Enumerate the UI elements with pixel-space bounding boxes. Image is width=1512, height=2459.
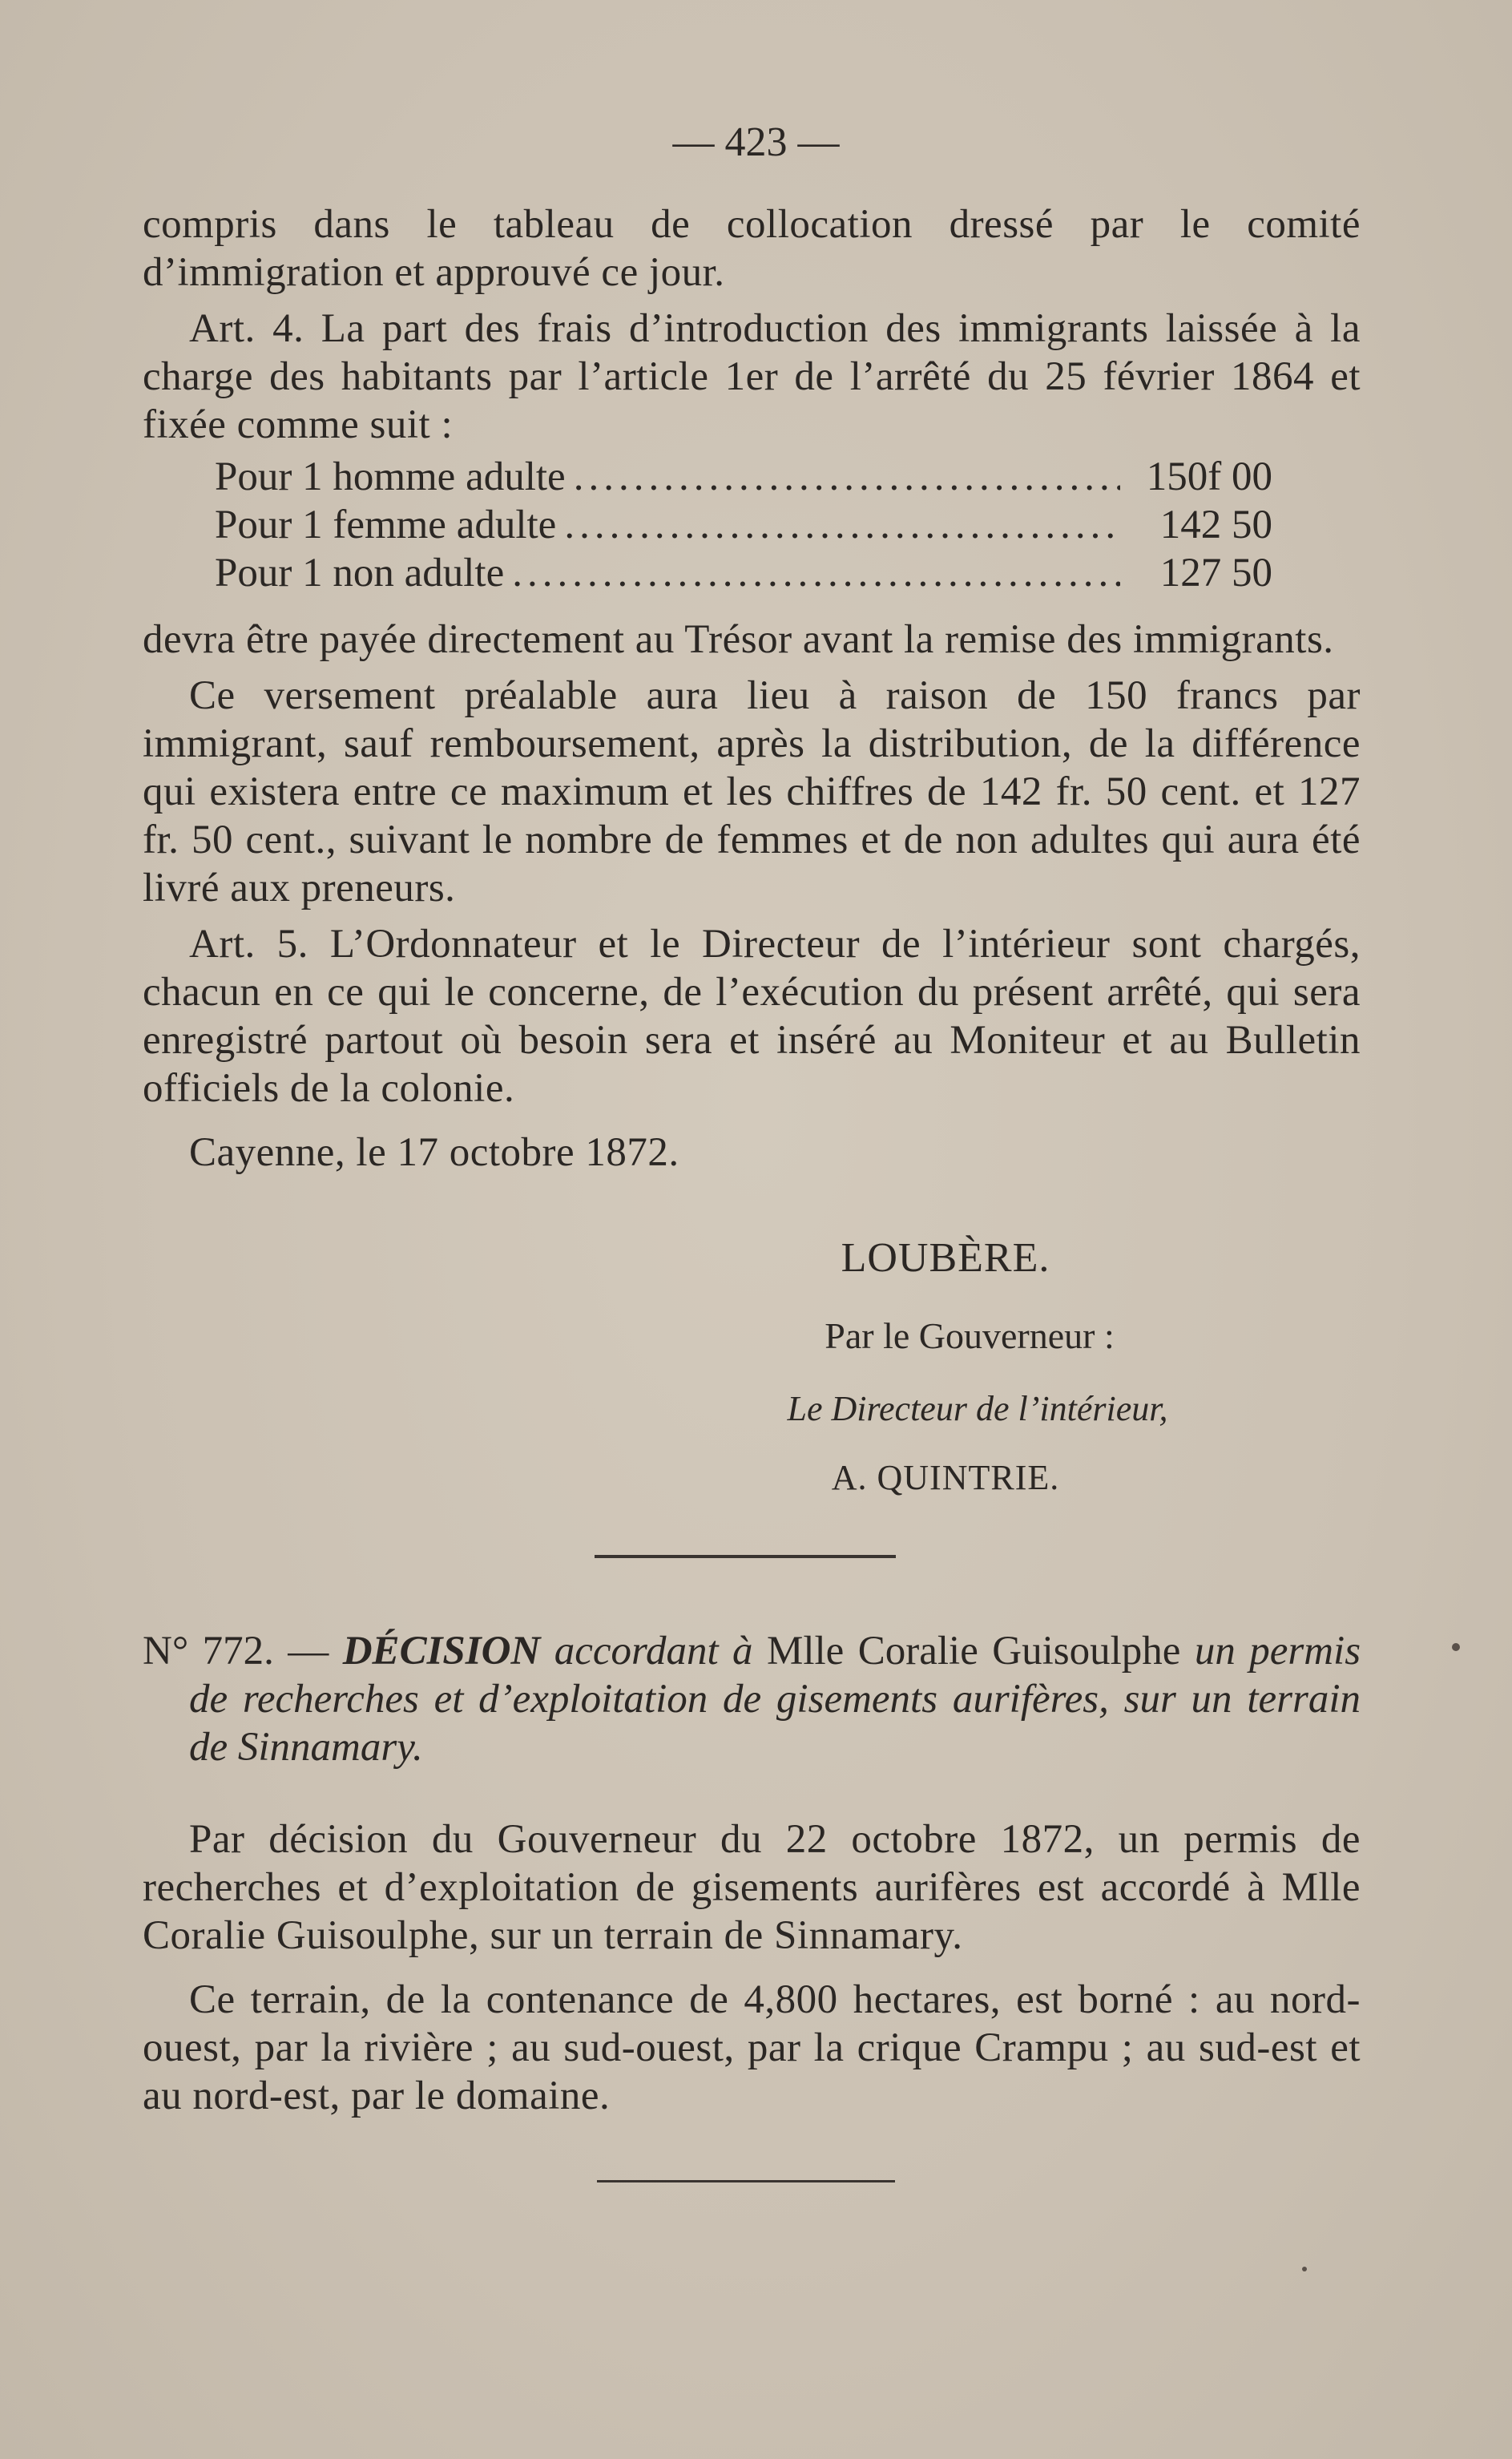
tariff-table bbox=[215, 453, 1272, 597]
tariff-label: Pour 1 femme adulte bbox=[215, 503, 557, 547]
decision-number: N° 772. — bbox=[143, 1629, 329, 1674]
tariff-label: Pour 1 non adulte bbox=[215, 551, 505, 596]
signatory-name: LOUBÈRE. bbox=[841, 1235, 1050, 1281]
decision-body bbox=[143, 1815, 1361, 2120]
recipient-title: Mlle bbox=[766, 1629, 845, 1674]
payment-paragraph: devra être payée directement au Trésor avant la remise des immigrants. bbox=[143, 617, 1334, 662]
tariff-value: 127 50 bbox=[1159, 551, 1272, 596]
arrete-continuation bbox=[143, 200, 1361, 449]
decision-heading bbox=[143, 1627, 1361, 1771]
dot-leader bbox=[574, 453, 1120, 501]
paper-speck bbox=[1452, 1643, 1460, 1651]
article-5-paragraph: Art. 5. L’Ordonnateur et le Directeur de l’intérieur sont chargés, chacun en ce qui le concerne, de l’exécution du présent arrêté, qui sera enregistré partout où besoin sera et inséré au Moniteur et au Bulletin officiels de la colonie. bbox=[143, 922, 1361, 1111]
decision-keyword: DÉCISION bbox=[342, 1629, 541, 1674]
by-governor-label: Par le Gouverneur : bbox=[825, 1315, 1115, 1356]
intro-paragraph: compris dans le tableau de collocation dressé par le comité d’immigration et approuvé ce jour. bbox=[143, 202, 1361, 295]
page-number: — 423 — bbox=[672, 119, 840, 165]
recipient-name: Coralie Guisoulphe bbox=[857, 1629, 1181, 1674]
dot-leader bbox=[564, 501, 1120, 549]
place-date: Cayenne, le 17 octobre 1872. bbox=[189, 1130, 679, 1175]
decision-lead: accordant à bbox=[554, 1629, 753, 1674]
tariff-row bbox=[215, 453, 1272, 501]
tariff-label: Pour 1 homme adulte bbox=[215, 454, 566, 499]
paper-speck bbox=[1302, 2267, 1307, 2271]
arrete-body bbox=[143, 616, 1361, 1177]
tariff-value: 142 50 bbox=[1159, 503, 1272, 547]
decision-paragraph: Par décision du Gouverneur du 22 octobre 1872, un permis de recherches et d’exploitation de gisements aurifères est accordé à Mlle Coralie Guisoulphe, sur un terrain de Sinnamary. bbox=[143, 1817, 1361, 1958]
tariff-value: 150f 00 bbox=[1146, 454, 1272, 499]
director-name: A. QUINTRIE. bbox=[831, 1458, 1060, 1497]
section-divider bbox=[595, 1555, 896, 1558]
decision-subject: un permis de recherches et d’exploitation de gisements aurifères, sur un terrain de Sinnamary. bbox=[189, 1629, 1361, 1770]
director-title: Le Directeur de l’intérieur, bbox=[787, 1389, 1168, 1428]
deposit-paragraph: Ce versement préalable aura lieu à raison de 150 francs par immigrant, sauf remboursement, après la distribution, de la différence qui existera entre ce maximum et les chiffres de 142 fr. 50 cent. et 127 fr. 50 cent., suivant le nombre de femmes et de non adultes qui aura été livré aux preneurs. bbox=[143, 673, 1361, 911]
tariff-row bbox=[215, 501, 1272, 549]
boundary-paragraph: Ce terrain, de la contenance de 4,800 hectares, est borné : au nord-ouest, par la rivière ; au sud-ouest, par la crique Crampu ; au sud-est et au nord-est, par le domaine. bbox=[143, 1977, 1361, 2118]
article-4-paragraph: Art. 4. La part des frais d’introduction des immigrants laissée à la charge des habitants par l’article 1er de l’arrêté du 25 février 1864 et fixée comme suit : bbox=[143, 306, 1361, 447]
dot-leader bbox=[512, 549, 1120, 597]
tariff-row bbox=[215, 549, 1272, 597]
section-divider bbox=[597, 2180, 895, 2182]
